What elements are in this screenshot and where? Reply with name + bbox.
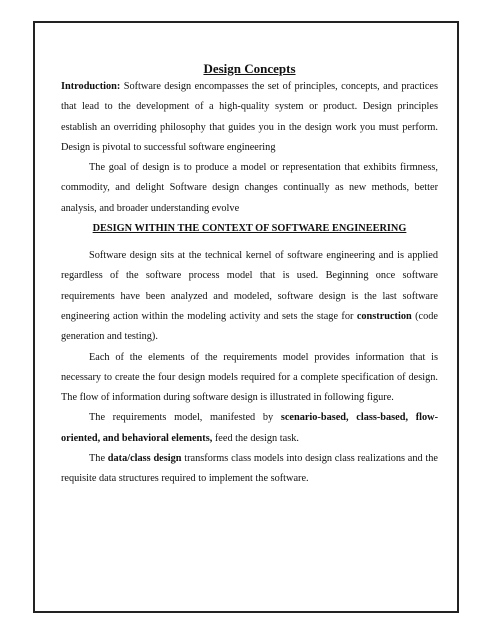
construction-term: construction [356,310,412,322]
paragraph-kernel [61,246,438,347]
data-class-design-term: data/class design [107,453,182,465]
paragraph-kernel-text: Software design sits at the technical kernel of software engineering and is applied regardless of the software process model that is used. Beginning once software requirements have been analyzed and modeled, software design is the last software engineering action within the modeling activity and sets the stage for [61,250,438,322]
goal-paragraph: The goal of design is to produce a model or representation that exhibits firmness, commodity, and delight Software design changes continually as new methods, better analysis, and broader understanding evolve [61,162,438,214]
page-title: Design Concepts [203,61,296,76]
section-heading: DESIGN WITHIN THE CONTEXT OF SOFTWARE ENGINEERING [92,223,407,235]
data-class-start: The [89,453,108,465]
paragraph-data-class-design [61,449,438,490]
intro-paragraph [61,77,438,158]
intro-label: Introduction: [61,81,121,92]
requirements-model-end: feed the design task. [212,432,299,444]
paragraph-elements: Each of the elements of the requirements model provides information that is necessary to create the four design models required for a complete specification of design. The flow of information during software design is illustrated in following figure. [61,351,438,404]
intro-text: Software design encompasses the set of principles, concepts, and practices that lead to the development of a high-quality system or product. Design principles establish an overriding philosophy that guides you in the design work you must perform. Design is pivotal to successful software engineering [61,81,438,153]
paragraph-requirements-model [61,408,438,449]
requirements-elements-term: scenario-based, class-based, flow-oriented, and behavioral elements, [61,412,439,444]
requirements-model-start: The requirements model, manifested by [89,412,281,424]
paragraph-kernel-end: (code generation and testing). [61,310,438,343]
data-class-end: transforms class models into design class realizations and the requisite data structures required to implement the software. [61,453,438,485]
document-body [61,60,438,490]
